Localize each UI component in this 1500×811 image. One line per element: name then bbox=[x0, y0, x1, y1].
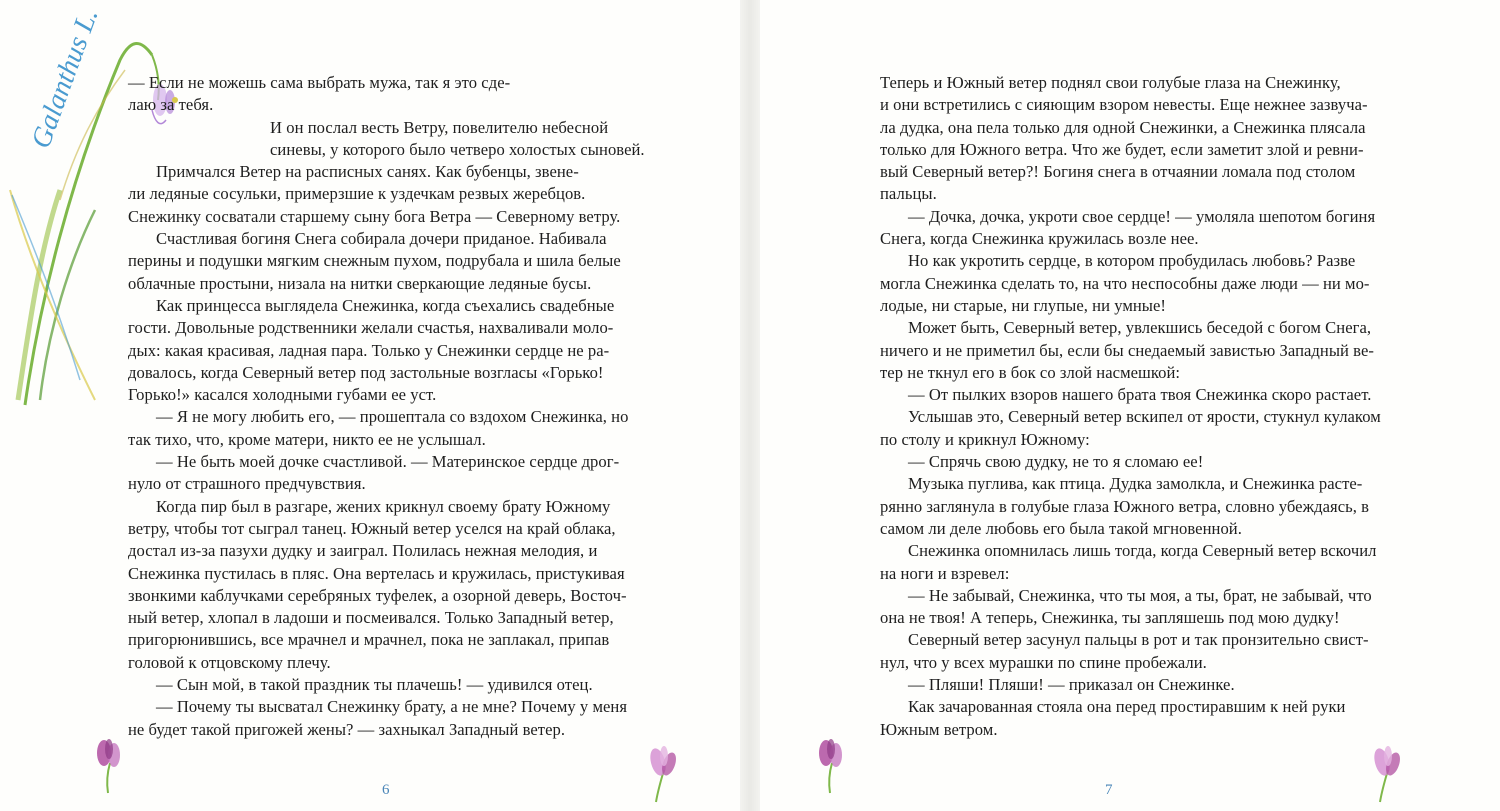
text-line: могла Снежинка сделать то, на что неспособны даже люди — ни мо- bbox=[880, 273, 1370, 293]
text-line: И он послал весть Ветру, повелителю небесной bbox=[270, 117, 609, 137]
right-page-text bbox=[880, 72, 1400, 741]
text-line: — Не забывай, Снежинка, что ты моя, а ты, брат, не забывай, что bbox=[908, 585, 1372, 605]
text-line: — Не быть моей дочке счастливой. — Материнское сердце дрог- bbox=[156, 452, 620, 472]
text-line: — Почему ты высватал Снежинку брату, а не мне? Почему у меня bbox=[156, 697, 628, 717]
text-line: она не твоя! А теперь, Снежинка, ты запляшешь под мою дудку! bbox=[880, 608, 1340, 628]
text-line: — От пылких взоров нашего брата твоя Снежинка скоро растает. bbox=[908, 385, 1372, 405]
artist-signature: Galanthus L. bbox=[25, 4, 105, 153]
text-line: — Дочка, дочка, укроти свое сердце! — умоляла шепотом богиня bbox=[908, 206, 1376, 226]
text-line: ла дудка, она пела только для одной Снежинки, а Снежинка плясала bbox=[880, 117, 1366, 137]
text-line: Когда пир был в разгаре, жених крикнул своему брату Южному bbox=[156, 496, 611, 516]
text-line: Южным ветром. bbox=[880, 719, 998, 739]
text-line: по столу и крикнул Южному: bbox=[880, 429, 1090, 449]
text-line: вый Северный ветер?! Богиня снега в отчаянии ломала под столом bbox=[880, 162, 1356, 182]
crocus-icon bbox=[810, 735, 850, 795]
text-line: пальцы. bbox=[880, 184, 937, 204]
text-line: на ноги и взревел: bbox=[880, 563, 1010, 583]
text-line: ничего и не приметил бы, если бы снедаемый завистью Западный ве- bbox=[880, 340, 1374, 360]
text-line: самом ли деле любовь его была такой мгновенной. bbox=[880, 518, 1242, 538]
text-line: головой к отцовскому плечу. bbox=[128, 652, 331, 672]
text-line: и они встретились с сияющим взором невесты. Еще нежнее зазвуча- bbox=[880, 95, 1368, 115]
text-line: гости. Довольные родственники желали счастья, нахваливали моло- bbox=[128, 318, 614, 338]
text-line: Как принцесса выглядела Снежинка, когда съехались свадебные bbox=[156, 295, 615, 315]
text-line: Музыка пуглива, как птица. Дудка замолкла, и Снежинка расте- bbox=[908, 474, 1363, 494]
crocus-icon bbox=[88, 735, 128, 795]
left-page-text bbox=[128, 72, 646, 741]
text-line: только для Южного ветра. Что же будет, если заметит злой и ревни- bbox=[880, 139, 1364, 159]
text-line: нул, что у всех мурашки по спине пробежали. bbox=[880, 652, 1207, 672]
page-number: 7 bbox=[1105, 782, 1113, 798]
text-line: Снежинка опомнилась лишь тогда, когда Северный ветер вскочил bbox=[908, 541, 1377, 561]
text-line: лаю за тебя. bbox=[128, 95, 214, 115]
text-line: нуло от страшного предчувствия. bbox=[128, 474, 366, 494]
right-page bbox=[760, 0, 1500, 811]
text-line: пригорюнившись, все мрачнел и мрачнел, пока не заплакал, припав bbox=[128, 630, 610, 650]
left-page bbox=[0, 0, 740, 811]
text-line: тер не ткнул его в бок со злой насмешкой: bbox=[880, 362, 1181, 382]
page-number: 6 bbox=[382, 782, 390, 798]
text-line: рянно заглянула в голубые глаза Южного ветра, словно убеждаясь, в bbox=[880, 496, 1370, 516]
crocus-icon bbox=[1360, 740, 1410, 805]
text-line: Снежинку сосватали старшему сыну бога Ветра — Северному ветру. bbox=[128, 206, 621, 226]
text-line: Как зачарованная стояла она перед простиравшим к ней руки bbox=[908, 697, 1346, 717]
text-line: Счастливая богиня Снега собирала дочери приданое. Набивала bbox=[156, 229, 607, 249]
crocus-icon bbox=[636, 740, 686, 805]
text-line: Но как укротить сердце, в котором пробудилась любовь? Разве bbox=[908, 251, 1356, 271]
text-line: — Спрячь свою дудку, не то я сломаю ее! bbox=[908, 452, 1204, 472]
text-line: довалось, когда Северный ветер под застольные возгласы «Горько! bbox=[128, 362, 604, 382]
text-line: облачные простыни, низала на нитки сверкающие ледяные бусы. bbox=[128, 273, 592, 293]
text-line: синевы, у которого было четверо холостых сыновей. bbox=[270, 139, 645, 159]
text-line: достал из-за пазухи дудку и заиграл. Полилась нежная мелодия, и bbox=[128, 541, 598, 561]
text-line: перины и подушки мягким снежным пухом, подрубала и шила белые bbox=[128, 251, 621, 271]
book-gutter bbox=[740, 0, 760, 811]
text-line: Снега, когда Снежинка кружилась возле нее. bbox=[880, 229, 1199, 249]
text-line: Теперь и Южный ветер поднял свои голубые глаза на Снежинку, bbox=[880, 73, 1341, 92]
text-line: ли ледяные сосульки, примерзшие к уздечкам резвых жеребцов. bbox=[128, 184, 586, 204]
text-line: Может быть, Северный ветер, увлекшись беседой с богом Снега, bbox=[908, 318, 1372, 338]
text-line: — Сын мой, в такой праздник ты плачешь! — удивился отец. bbox=[156, 675, 593, 695]
text-line: ный ветер, хлопал в ладоши и посмеивался. Только Западный ветер, bbox=[128, 608, 614, 628]
text-line: — Пляши! Пляши! — приказал он Снежинке. bbox=[908, 675, 1235, 695]
text-line: ветру, чтобы тот сыграл танец. Южный ветер уселся на край облака, bbox=[128, 518, 616, 538]
text-line: — Если не можешь сама выбрать мужа, так я это сде- bbox=[128, 73, 511, 92]
text-line: Услышав это, Северный ветер вскипел от ярости, стукнул кулаком bbox=[908, 407, 1381, 427]
text-line: не будет такой пригожей жены? — захныкал Западный ветер. bbox=[128, 719, 566, 739]
text-line: дых: какая красивая, ладная пара. Только у Снежинки сердце не ра- bbox=[128, 340, 610, 360]
text-line: — Я не могу любить его, — прошептала со вздохом Снежинка, но bbox=[156, 407, 629, 427]
text-line: Примчался Ветер на расписных санях. Как бубенцы, звене- bbox=[156, 162, 579, 182]
text-line: Снежинка пустилась в пляс. Она вертелась и кружилась, пристукивая bbox=[128, 563, 625, 583]
text-line: так тихо, что, кроме матери, никто ее не услышал. bbox=[128, 429, 486, 449]
text-line: звонкими каблучками серебряных туфелек, а озорной деверь, Восточ- bbox=[128, 585, 627, 605]
text-line: Северный ветер засунул пальцы в рот и так пронзительно свист- bbox=[908, 630, 1369, 650]
text-line: Горько!» касался холодными губами ее уст. bbox=[128, 385, 437, 405]
text-line: лодые, ни старые, ни глупые, ни умные! bbox=[880, 295, 1167, 315]
